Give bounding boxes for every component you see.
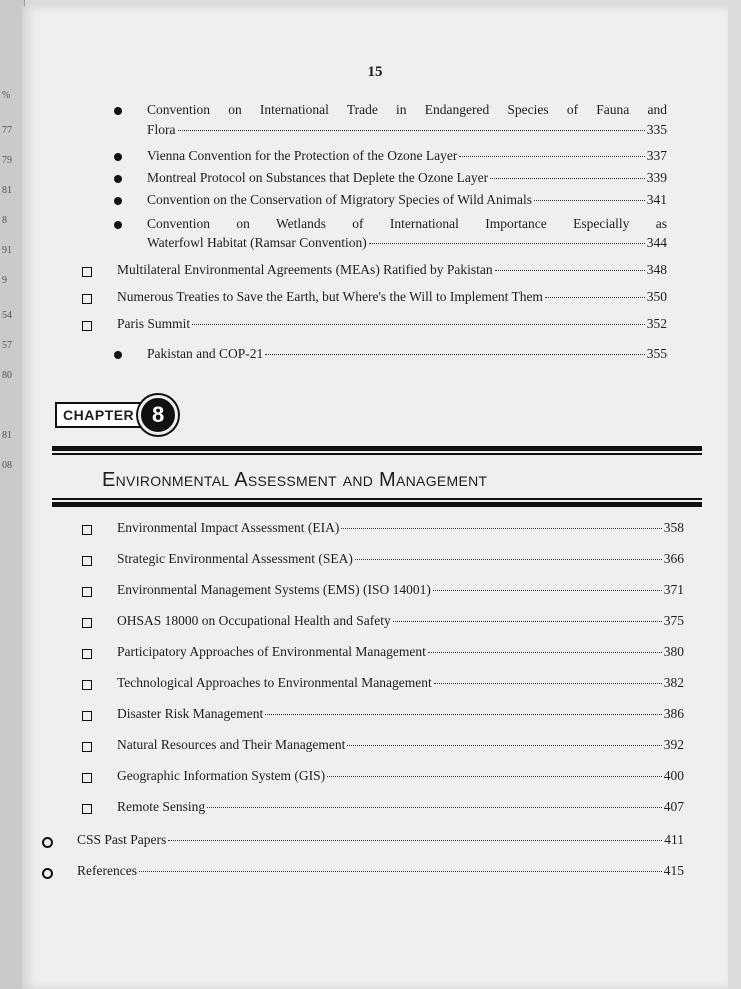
toc-entry-title: Environmental Management Systems (EMS) (ISO 14001) bbox=[117, 582, 431, 597]
toc-page-number: 386 bbox=[663, 706, 684, 721]
toc-page-number: 371 bbox=[663, 582, 684, 597]
toc-entry[interactable] bbox=[147, 235, 667, 255]
toc-entry[interactable] bbox=[117, 799, 684, 819]
toc-page-number: 341 bbox=[646, 192, 667, 207]
bullet-icon bbox=[114, 175, 127, 183]
toc-entry[interactable] bbox=[77, 863, 684, 883]
adjacent-page-fragment: 9 bbox=[2, 275, 7, 286]
heading-rule-bottom-thin bbox=[52, 498, 702, 500]
adjacent-page-fragment: 77 bbox=[2, 125, 12, 136]
dot-leader bbox=[178, 130, 645, 131]
toc-entry[interactable] bbox=[117, 613, 684, 633]
adjacent-page-fragment: 81 bbox=[2, 185, 12, 196]
adjacent-page-fragment: 81 bbox=[2, 430, 12, 441]
dot-leader bbox=[265, 714, 662, 715]
toc-entry-title: Numerous Treaties to Save the Earth, but Where's the Will to Implement Them bbox=[117, 289, 543, 304]
toc-entry-title: Convention on the Conservation of Migratory Species of Wild Animals bbox=[147, 192, 533, 207]
chapter-title: Environmental Assessment and Management bbox=[102, 469, 488, 491]
toc-page-number: 382 bbox=[663, 675, 684, 690]
toc-page-number: 415 bbox=[663, 863, 684, 878]
toc-entry[interactable] bbox=[147, 122, 667, 142]
checkbox-square-icon bbox=[82, 321, 95, 331]
dot-leader bbox=[433, 590, 662, 591]
toc-entry[interactable] bbox=[117, 644, 684, 664]
toc-page-number: 400 bbox=[663, 768, 684, 783]
toc-entry[interactable] bbox=[117, 316, 667, 336]
adjacent-page-fragment: % bbox=[2, 90, 11, 101]
heading-rule-top bbox=[52, 446, 702, 451]
toc-page-number: 337 bbox=[646, 148, 667, 163]
toc-entry[interactable] bbox=[147, 346, 667, 366]
toc-entry-title: Paris Summit bbox=[117, 316, 191, 331]
checkbox-square-icon bbox=[82, 680, 95, 690]
toc-page-number: 355 bbox=[646, 346, 667, 361]
toc-entry[interactable] bbox=[117, 706, 684, 726]
toc-entry[interactable] bbox=[117, 768, 684, 788]
toc-entry-title: Pakistan and COP-21 bbox=[147, 346, 264, 361]
dot-leader bbox=[139, 871, 662, 872]
dot-leader bbox=[434, 683, 662, 684]
dot-leader bbox=[265, 354, 645, 355]
toc-entry[interactable] bbox=[77, 832, 684, 852]
toc-page-number: 411 bbox=[664, 832, 684, 847]
adjacent-page-fragment: 57 bbox=[2, 340, 12, 351]
toc-entry-title: Multilateral Environmental Agreements (MEAs) Ratified by Pakistan bbox=[117, 262, 493, 277]
bullet-icon bbox=[114, 153, 127, 161]
checkbox-square-icon bbox=[82, 267, 95, 277]
toc-entry-title: Environmental Impact Assessment (EIA) bbox=[117, 520, 340, 535]
dot-leader bbox=[327, 776, 662, 777]
toc-entry-title: Technological Approaches to Environmental Management bbox=[117, 675, 432, 690]
checkbox-square-icon bbox=[82, 587, 95, 597]
toc-page-number: 348 bbox=[646, 262, 667, 277]
toc-entry-title: Remote Sensing bbox=[117, 799, 206, 814]
dot-leader bbox=[369, 243, 645, 244]
toc-entry[interactable] bbox=[117, 582, 684, 602]
toc-page-number: 352 bbox=[646, 316, 667, 331]
toc-entry[interactable] bbox=[117, 551, 684, 571]
dot-leader bbox=[355, 559, 662, 560]
checkbox-square-icon bbox=[82, 525, 95, 535]
toc-page-number: 375 bbox=[663, 613, 684, 628]
dot-leader bbox=[341, 528, 661, 529]
toc-entry[interactable] bbox=[147, 170, 667, 190]
dot-leader bbox=[545, 297, 645, 298]
dot-leader bbox=[192, 324, 645, 325]
toc-entry[interactable] bbox=[117, 520, 684, 540]
toc-page-number: 366 bbox=[663, 551, 684, 566]
toc-entry-title: Strategic Environmental Assessment (SEA) bbox=[117, 551, 353, 566]
toc-entry-title: OHSAS 18000 on Occupational Health and Safety bbox=[117, 613, 391, 628]
toc-page-number: 407 bbox=[663, 799, 684, 814]
toc-entry-title-line: Convention on Wetlands of International Importance Especially as bbox=[147, 216, 667, 231]
toc-page-number: 350 bbox=[646, 289, 667, 304]
page-number: 15 bbox=[367, 64, 383, 80]
dot-leader bbox=[495, 270, 645, 271]
adjacent-page-fragment: 8 bbox=[2, 215, 7, 226]
dot-leader bbox=[168, 840, 662, 841]
toc-entry[interactable] bbox=[147, 148, 667, 168]
toc-page-number: 358 bbox=[663, 520, 684, 535]
circle-bullet-icon bbox=[42, 837, 55, 848]
toc-entry[interactable] bbox=[117, 262, 667, 282]
adjacent-page-fragment: 91 bbox=[2, 245, 12, 256]
toc-entry-title: Disaster Risk Management bbox=[117, 706, 264, 721]
dot-leader bbox=[459, 156, 644, 157]
toc-page-number: 380 bbox=[663, 644, 684, 659]
toc-page-number: 344 bbox=[646, 235, 667, 250]
adjacent-page-fragment: 79 bbox=[2, 155, 12, 166]
chapter-label: CHAPTER bbox=[55, 402, 142, 428]
toc-entry-title: References bbox=[77, 863, 137, 878]
toc-entry[interactable] bbox=[117, 289, 667, 309]
adjacent-page-fragment: 80 bbox=[2, 370, 12, 381]
checkbox-square-icon bbox=[82, 649, 95, 659]
adjacent-page-fragment: 08 bbox=[2, 460, 12, 471]
circle-bullet-icon bbox=[42, 868, 55, 879]
checkbox-square-icon bbox=[82, 618, 95, 628]
toc-entry-title: Natural Resources and Their Management bbox=[117, 737, 346, 752]
bullet-icon bbox=[114, 221, 127, 229]
toc-entry-title: Geographic Information System (GIS) bbox=[117, 768, 326, 783]
checkbox-square-icon bbox=[82, 773, 95, 783]
checkbox-square-icon bbox=[82, 804, 95, 814]
dot-leader bbox=[534, 200, 645, 201]
dot-leader bbox=[428, 652, 662, 653]
bullet-icon bbox=[114, 197, 127, 205]
chapter-number: 8 bbox=[138, 395, 178, 435]
toc-entry[interactable] bbox=[117, 737, 684, 757]
toc-entry[interactable] bbox=[147, 192, 667, 212]
checkbox-square-icon bbox=[82, 711, 95, 721]
checkbox-square-icon bbox=[82, 742, 95, 752]
dot-leader bbox=[207, 807, 662, 808]
bullet-icon bbox=[114, 107, 127, 115]
dot-leader bbox=[393, 621, 662, 622]
checkbox-square-icon bbox=[82, 294, 95, 304]
book-page bbox=[22, 6, 728, 989]
toc-entry-title-line: Convention on International Trade in Endangered Species of Fauna and bbox=[147, 102, 667, 117]
toc-page-number: 335 bbox=[646, 122, 667, 137]
chapter-badge bbox=[55, 400, 178, 430]
bullet-icon bbox=[114, 351, 127, 359]
toc-entry-title: Vienna Convention for the Protection of the Ozone Layer bbox=[147, 148, 458, 163]
toc-entry-title: CSS Past Papers bbox=[77, 832, 167, 847]
toc-page-number: 339 bbox=[646, 170, 667, 185]
toc-page-number: 392 bbox=[663, 737, 684, 752]
heading-rule-top-thin bbox=[52, 453, 702, 455]
dot-leader bbox=[347, 745, 661, 746]
toc-entry-title: Waterfowl Habitat (Ramsar Convention) bbox=[147, 235, 367, 250]
toc-entry-title: Flora bbox=[147, 122, 176, 137]
checkbox-square-icon bbox=[82, 556, 95, 566]
toc-entry-title: Montreal Protocol on Substances that Deplete the Ozone Layer bbox=[147, 170, 489, 185]
toc-entry[interactable] bbox=[117, 675, 684, 695]
toc-entry-title: Participatory Approaches of Environmental Management bbox=[117, 644, 426, 659]
adjacent-page-fragment: 54 bbox=[2, 310, 12, 321]
dot-leader bbox=[490, 178, 645, 179]
heading-rule-bottom bbox=[52, 502, 702, 507]
